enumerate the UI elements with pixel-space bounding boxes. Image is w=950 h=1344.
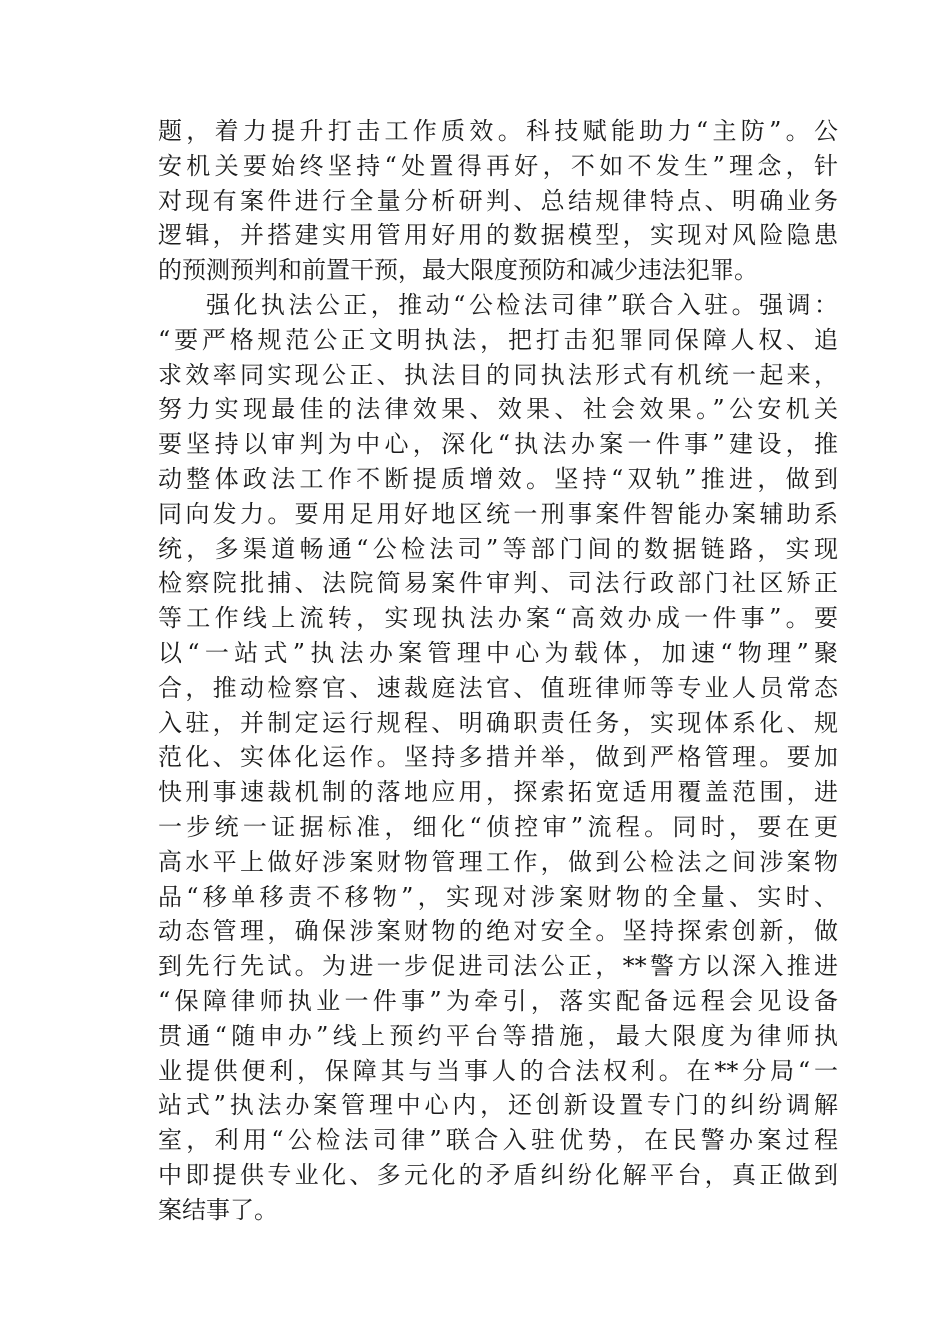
text-line: 贯通“随申办”线上预约平台等措施，最大限度为律师执 [158, 1021, 838, 1050]
text-line: 合，推动检察官、速裁庭法官、值班律师等专业人员常态 [158, 673, 838, 702]
text-line: 题，着力提升打击工作质效。科技赋能助力“主防”。公 [158, 117, 838, 145]
text-line: 对现有案件进行全量分析研判、总结规律特点、明确业务 [158, 186, 838, 215]
text-line: “要严格规范公正文明执法，把打击犯罪同保障人权、追 [158, 325, 838, 354]
text-line: “保障律师执业一件事”为牵引，落实配备远程会见设备 [158, 986, 838, 1015]
text-line: 检察院批捕、法院简易案件审判、司法行政部门社区矫正 [158, 569, 838, 598]
text-line: 站式”执法办案管理中心内，还创新设置专门的纠纷调解 [158, 1091, 838, 1120]
text-line: 要坚持以审判为中心，深化“执法办案一件事”建设，推 [158, 430, 838, 459]
text-line: 强化执法公正，推动“公检法司律”联合入驻。强调： [206, 290, 838, 319]
text-line: 快刑事速裁机制的落地应用，探索拓宽适用覆盖范围，进 [158, 778, 838, 807]
text-line: 的预测预判和前置干预，最大限度预防和减少违法犯罪。 [158, 256, 758, 285]
text-line: 室，利用“公检法司律”联合入驻优势，在民警办案过程 [158, 1126, 838, 1155]
text-line: 求效率同实现公正、执法目的同执法形式有机统一起来， [158, 360, 838, 389]
text-line: 安机关要始终坚持“处置得再好，不如不发生”理念，针 [158, 151, 838, 180]
text-line: 一步统一证据标准，细化“侦控审”流程。同时，要在更 [158, 812, 838, 841]
text-line: 品“移单移责不移物”，实现对涉案财物的全量、实时、 [158, 882, 838, 911]
text-line: 中即提供专业化、多元化的矛盾纠纷化解平台，真正做到 [158, 1160, 838, 1189]
text-line: 业提供便利，保障其与当事人的合法权利。在**分局“一 [158, 1056, 838, 1085]
body-text [158, 114, 838, 1228]
paragraph-2 [158, 288, 838, 1228]
paragraph-1 [158, 114, 838, 288]
text-line: 高水平上做好涉案财物管理工作，做到公检法之间涉案物 [158, 847, 838, 876]
text-line: 以“一站式”执法办案管理中心为载体，加速“物理”聚 [158, 638, 838, 667]
text-line: 统，多渠道畅通“公检法司”等部门间的数据链路，实现 [158, 534, 838, 563]
text-line: 同向发力。要用足用好地区统一刑事案件智能办案辅助系 [158, 499, 838, 528]
text-line: 案结事了。 [158, 1195, 278, 1224]
text-line: 努力实现最佳的法律效果、效果、社会效果。”公安机关 [158, 395, 838, 424]
text-line: 入驻，并制定运行规程、明确职责任务，实现体系化、规 [158, 708, 838, 737]
text-line: 等工作线上流转，实现执法办案“高效办成一件事”。要 [158, 604, 838, 633]
text-line: 逻辑，并搭建实用管用好用的数据模型，实现对风险隐患 [158, 221, 838, 250]
text-line: 范化、实体化运作。坚持多措并举，做到严格管理。要加 [158, 743, 838, 772]
text-line: 动整体政法工作不断提质增效。坚持“双轨”推进，做到 [158, 464, 838, 493]
text-line: 动态管理，确保涉案财物的绝对安全。坚持探索创新，做 [158, 917, 838, 946]
text-line: 到先行先试。为进一步促进司法公正，**警方以深入推进 [158, 952, 838, 981]
